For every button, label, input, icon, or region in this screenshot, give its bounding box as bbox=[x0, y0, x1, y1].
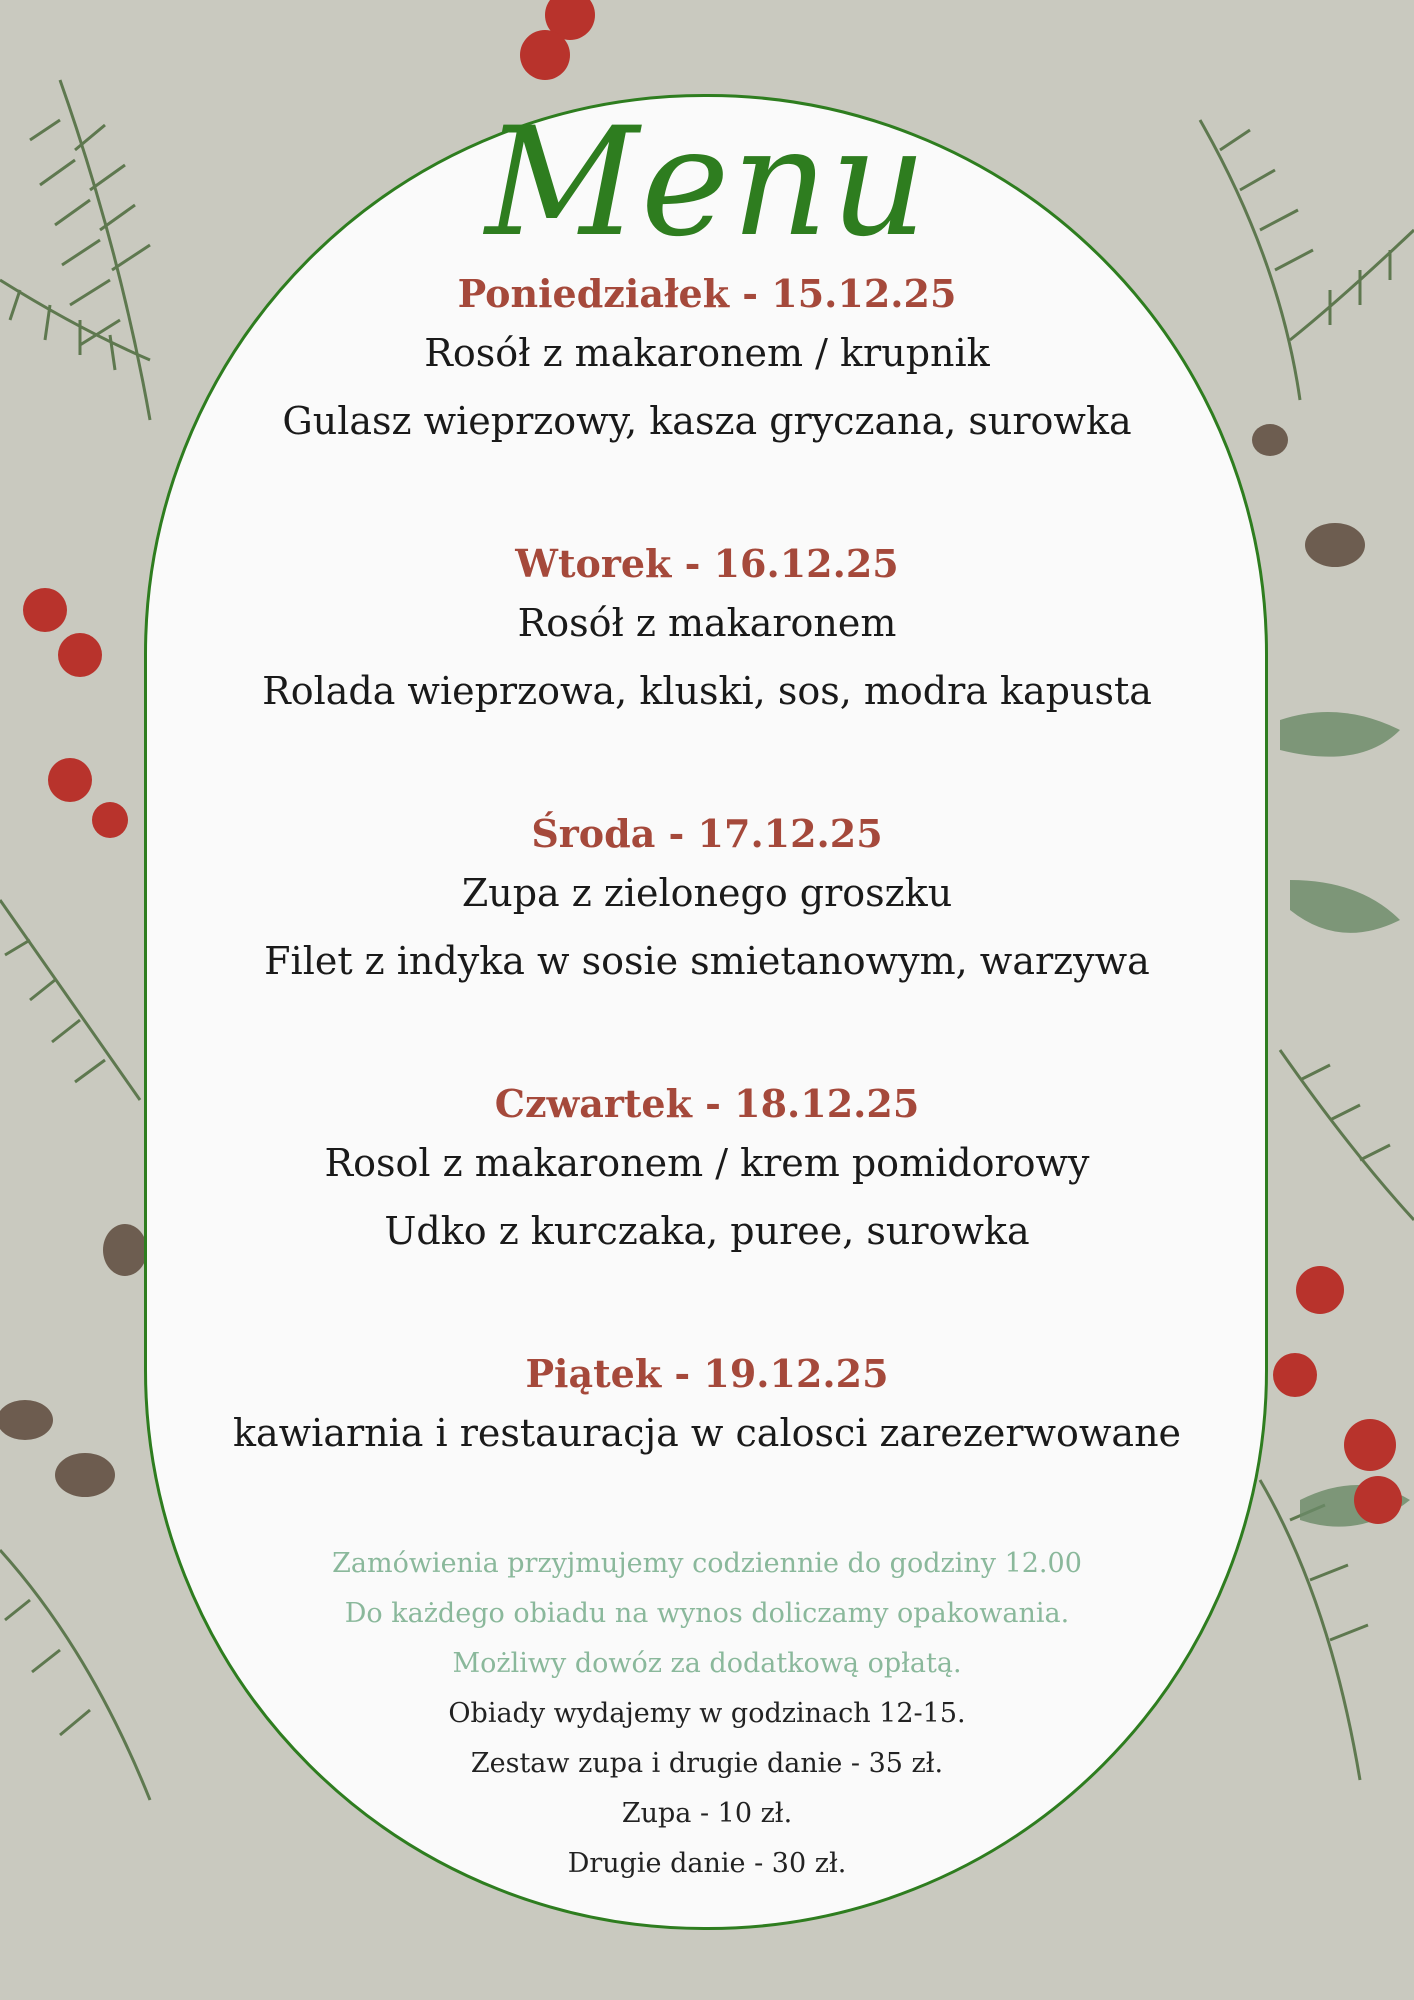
day-heading: Wtorek - 16.12.25 bbox=[515, 541, 899, 586]
day-heading: Piątek - 19.12.25 bbox=[525, 1351, 889, 1396]
dish-note: kawiarnia i restauracja w calosci zarezerwowane bbox=[232, 1411, 1182, 1455]
day-block-tuesday bbox=[0, 539, 1414, 725]
note-serving-hours: Obiady wydajemy w godzinach 12-15. bbox=[448, 1698, 966, 1729]
dish-soup: Zupa z zielonego groszku bbox=[461, 871, 953, 915]
dish-soup: Rosół z makaronem bbox=[517, 601, 897, 645]
price-main: Drugie danie - 30 zł. bbox=[567, 1848, 847, 1879]
menu-title: Menu bbox=[485, 96, 929, 270]
dish-main: Gulasz wieprzowy, kasza gryczana, surowka bbox=[282, 399, 1132, 443]
dish-main: Rolada wieprzowa, kluski, sos, modra kapusta bbox=[262, 669, 1152, 713]
day-heading: Poniedziałek - 15.12.25 bbox=[457, 271, 957, 316]
day-heading: Czwartek - 18.12.25 bbox=[494, 1081, 920, 1126]
dish-main: Filet z indyka w sosie smietanowym, warzywa bbox=[264, 939, 1150, 983]
price-soup: Zupa - 10 zł. bbox=[621, 1798, 793, 1829]
dish-main: Udko z kurczaka, puree, surowka bbox=[384, 1209, 1030, 1253]
day-block-thursday bbox=[0, 1079, 1414, 1265]
day-block-friday bbox=[0, 1349, 1414, 1467]
day-block-wednesday bbox=[0, 809, 1414, 995]
dish-soup: Rosół z makaronem / krupnik bbox=[424, 331, 990, 375]
order-notes bbox=[0, 1539, 1414, 1889]
price-set: Zestaw zupa i drugie danie - 35 zł. bbox=[470, 1748, 944, 1779]
dish-soup: Rosol z makaronem / krem pomidorowy bbox=[324, 1141, 1090, 1185]
note-delivery: Możliwy dowóz za dodatkową opłatą. bbox=[452, 1648, 962, 1679]
day-block-monday bbox=[0, 269, 1414, 455]
note-order-deadline: Zamówienia przyjmujemy codziennie do godziny 12.00 bbox=[332, 1548, 1082, 1579]
day-heading: Środa - 17.12.25 bbox=[531, 811, 883, 856]
note-packaging: Do każdego obiadu na wynos doliczamy opakowania. bbox=[344, 1598, 1070, 1629]
